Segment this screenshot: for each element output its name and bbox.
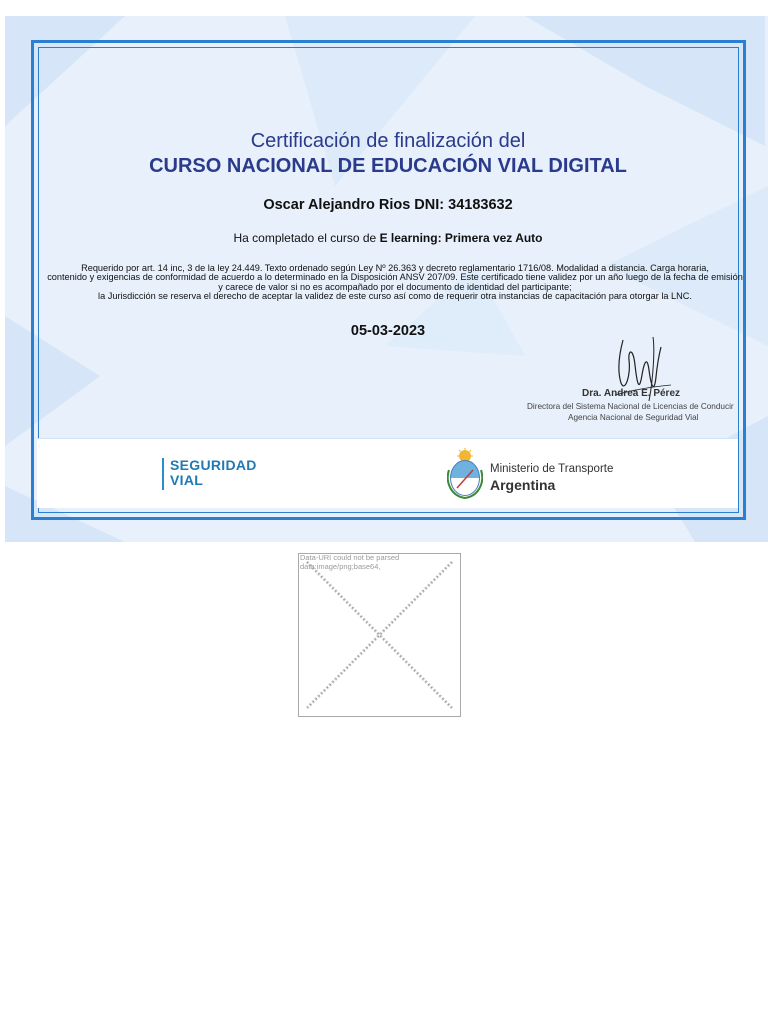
legal-line: la Jurisdicción se reserva el derecho de aceptar la validez de este curso así como de requerir otra instancias de capacitación para otorgar la LNC. [98,291,692,302]
ministry-country: Argentina [490,477,556,493]
logo-line2: VIAL [170,472,204,488]
certificate-title-line2: CURSO NACIONAL DE EDUCACIÓN VIAL DIGITAL [149,155,627,177]
coat-of-arms-icon [447,448,483,500]
seguridad-vial-logo [162,458,257,490]
broken-image-error [300,554,399,571]
recipient-name: Oscar Alejandro Rios DNI: 34183632 [263,197,513,213]
signer-agency: Agencia Nacional de Seguridad Vial [568,413,699,422]
certificate-content [36,45,743,439]
certificate-title-line1: Certificación de finalización del [250,130,526,152]
legal-line: contenido y exigencias de conformidad de acuerdo a lo determinado en la Disposición ANSV 207/09. Este certificado tiene validez por un año luego de la fecha de emisión [47,272,743,283]
issue-date: 05-03-2023 [350,323,426,339]
legal-text [42,264,748,302]
certificate-footer [37,438,738,508]
broken-image [298,553,461,717]
ministry-name: Ministerio de Transporte [490,463,614,475]
legal-line: Requerido por art. 14 inc, 3 de la ley 24.449. Texto ordenado según Ley Nº 26.363 y decreto reglamentario 1716/08. Modalidad a distancia. Carga horaria, [81,263,709,273]
error-line: Data-URI could not be parsed [300,553,400,562]
signer-title: Directora del Sistema Nacional de Licencias de Conducir [527,402,734,411]
legal-line: y carece de valor si no es acompañado por el documento de identidad del participante; [218,281,572,292]
course-line [36,231,740,245]
course-name: E learning: Primera vez Auto [379,231,543,245]
logo-line1: SEGURIDAD [170,457,257,473]
error-line: data:image/png;base64, [300,561,381,571]
broken-image-icon [299,554,460,716]
signer-name: Dra. Andrea E. Pérez [582,388,681,399]
course-prefix: Ha completado el curso de [233,231,380,245]
